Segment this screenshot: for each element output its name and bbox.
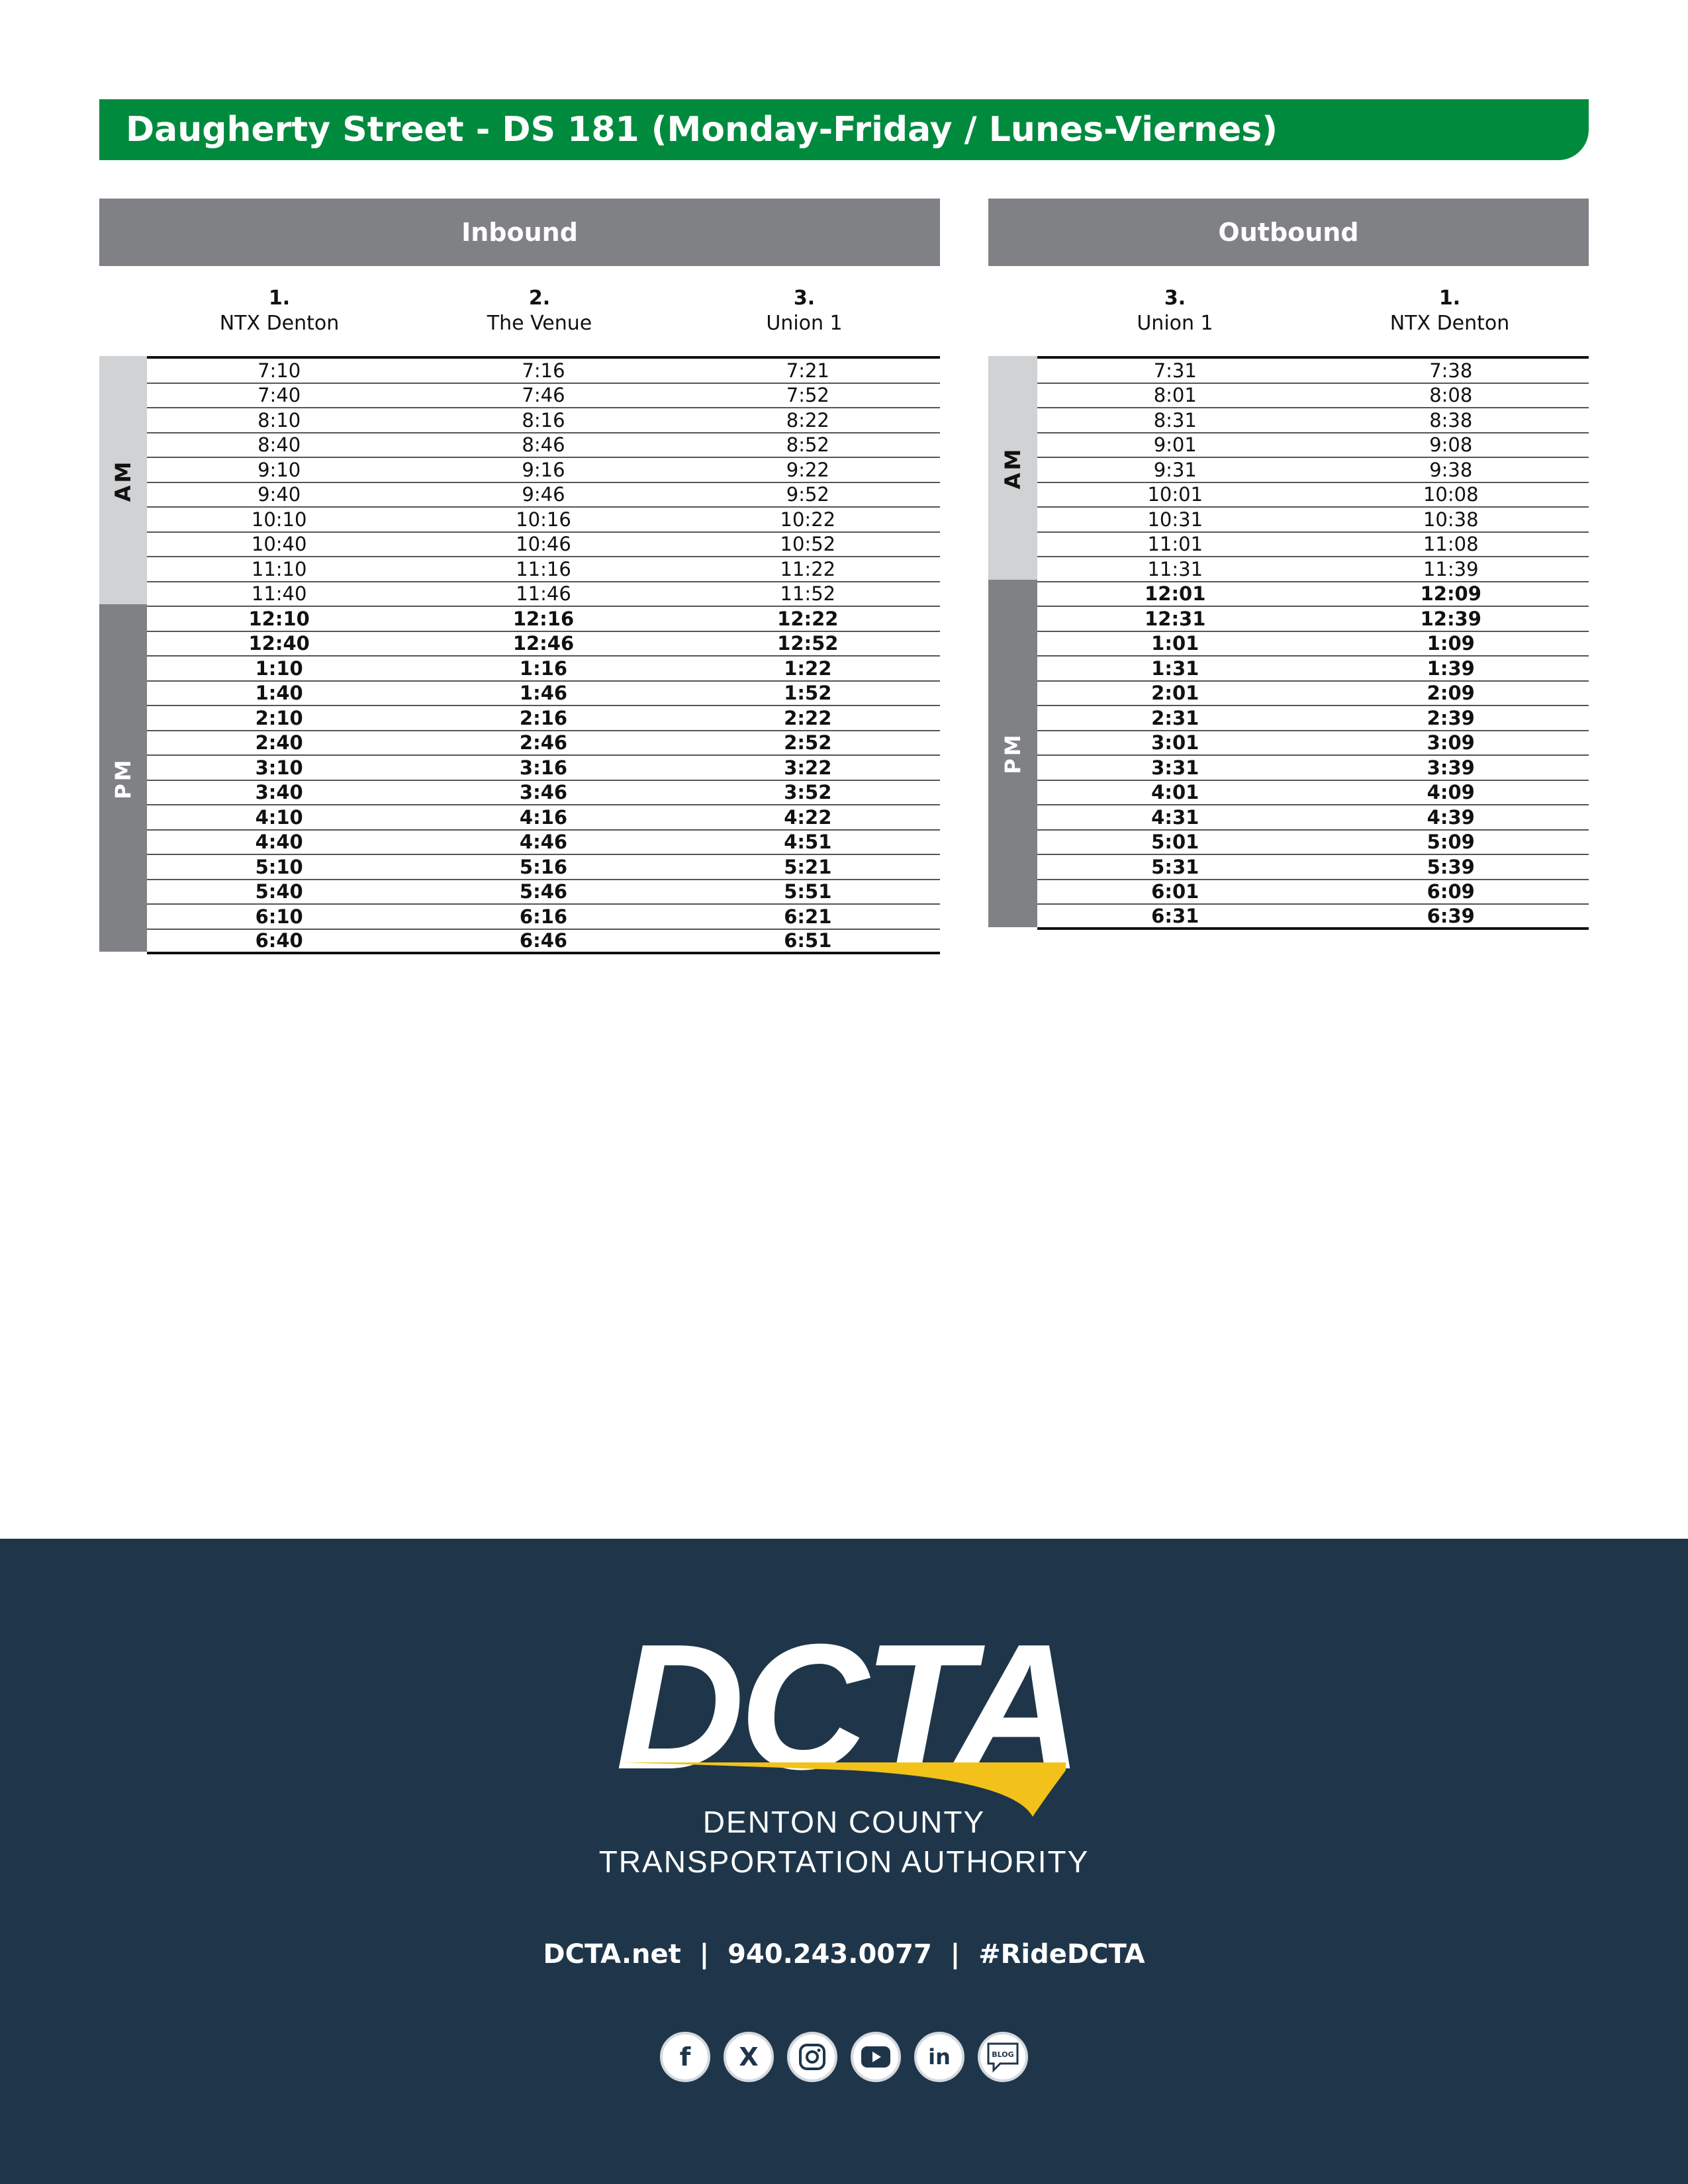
time-cell: 11:10 — [251, 557, 307, 580]
time-cell: 4:39 — [1427, 805, 1475, 829]
time-cell: 6:46 — [519, 929, 568, 952]
time-cell: 6:51 — [784, 929, 832, 952]
inbound-pm-band — [99, 604, 147, 952]
time-cell: 8:16 — [522, 408, 565, 432]
social-icons — [0, 2032, 1688, 2082]
inbound-rows — [147, 356, 940, 954]
time-cell: 5:40 — [255, 880, 303, 903]
time-cell: 1:01 — [1151, 632, 1199, 655]
time-cell: 7:38 — [1429, 359, 1473, 382]
table-row — [1037, 533, 1589, 558]
time-cell: 12:10 — [248, 607, 310, 630]
time-cell: 10:01 — [1147, 483, 1203, 506]
inbound-stop-3: 3. Union 1 — [766, 287, 843, 335]
time-cell: 4:01 — [1151, 781, 1199, 804]
time-cell: 2:39 — [1427, 706, 1475, 729]
table-row — [147, 632, 940, 657]
time-cell: 8:31 — [1153, 408, 1197, 432]
time-cell: 8:40 — [258, 433, 301, 457]
outbound-am-band — [988, 356, 1037, 580]
time-cell: 2:31 — [1151, 706, 1199, 729]
time-cell: 7:16 — [522, 359, 565, 382]
inbound-stop-2: 2. The Venue — [487, 287, 592, 335]
time-cell: 1:10 — [255, 657, 303, 680]
time-cell: 2:22 — [784, 706, 832, 729]
table-row — [147, 831, 940, 856]
table-row — [1037, 359, 1589, 384]
pm-label: PM — [111, 756, 136, 799]
org-name-line-2: TRANSPORTATION AUTHORITY — [598, 1844, 1090, 1879]
time-cell: 11:46 — [516, 582, 571, 606]
table-row — [1037, 607, 1589, 632]
time-cell: 2:40 — [255, 731, 303, 754]
time-cell: 6:21 — [784, 905, 832, 928]
table-row — [147, 483, 940, 508]
time-cell: 7:10 — [258, 359, 301, 382]
time-cell: 12:40 — [248, 632, 310, 655]
time-cell: 9:31 — [1153, 458, 1197, 481]
am-label: AM — [111, 459, 136, 502]
time-cell: 12:39 — [1420, 607, 1481, 630]
time-cell: 4:22 — [784, 805, 832, 829]
table-row — [1037, 508, 1589, 533]
time-cell: 3:46 — [519, 781, 568, 804]
time-cell: 12:52 — [777, 632, 839, 655]
route-title: Daugherty Street - DS 181 (Monday-Friday / Lunes-Viernes) — [126, 110, 1278, 150]
table-row — [1037, 880, 1589, 905]
time-cell: 6:40 — [255, 929, 303, 952]
time-cell: 10:31 — [1147, 508, 1203, 531]
time-cell: 4:51 — [784, 831, 832, 854]
outbound-stop-2: 1. NTX Denton — [1389, 287, 1510, 335]
table-row — [147, 706, 940, 731]
time-cell: 2:01 — [1151, 682, 1199, 705]
table-row — [147, 930, 940, 955]
time-cell: 11:52 — [780, 582, 836, 606]
time-cell: 4:10 — [255, 805, 303, 829]
table-row — [147, 805, 940, 831]
time-cell: 2:52 — [784, 731, 832, 754]
time-cell: 10:40 — [251, 533, 307, 556]
time-cell: 8:46 — [522, 433, 565, 457]
table-row — [1037, 756, 1589, 781]
inbound-header: Inbound — [99, 199, 940, 266]
table-row — [1037, 582, 1589, 608]
time-cell: 11:01 — [1147, 533, 1203, 556]
table-row — [1037, 706, 1589, 731]
outbound-pm-band — [988, 580, 1037, 927]
table-row — [147, 880, 940, 905]
svg-text:BLOG: BLOG — [992, 2050, 1014, 2059]
time-cell: 12:22 — [777, 607, 839, 630]
time-cell: 12:16 — [512, 607, 575, 630]
time-cell: 10:38 — [1423, 508, 1479, 531]
time-cell: 12:46 — [512, 632, 575, 655]
time-cell: 9:01 — [1153, 433, 1197, 457]
time-cell: 3:22 — [784, 756, 832, 779]
table-row — [1037, 557, 1589, 582]
table-row — [1037, 805, 1589, 831]
table-row — [147, 607, 940, 632]
time-cell: 1:46 — [519, 682, 568, 705]
time-cell: 11:16 — [516, 557, 571, 580]
time-cell: 6:10 — [255, 905, 303, 928]
time-cell: 1:39 — [1427, 657, 1475, 680]
time-cell: 11:39 — [1423, 557, 1479, 580]
linkedin-icon[interactable]: in — [914, 2032, 964, 2082]
time-cell: 4:31 — [1151, 805, 1199, 829]
table-row — [147, 905, 940, 930]
time-cell: 6:09 — [1427, 880, 1475, 903]
time-cell: 5:16 — [519, 855, 568, 878]
table-row — [147, 458, 940, 483]
time-cell: 6:16 — [519, 905, 568, 928]
time-cell: 12:09 — [1420, 582, 1481, 606]
table-row — [1037, 682, 1589, 707]
time-cell: 7:46 — [522, 384, 565, 407]
time-cell: 2:09 — [1427, 682, 1475, 705]
org-name-line-1: DENTON COUNTY — [702, 1805, 986, 1839]
time-cell: 10:08 — [1423, 483, 1479, 506]
time-cell: 4:40 — [255, 831, 303, 854]
outbound-header: Outbound — [988, 199, 1589, 266]
time-cell: 8:01 — [1153, 384, 1197, 407]
time-cell: 1:09 — [1427, 632, 1475, 655]
time-cell: 10:46 — [516, 533, 571, 556]
contact-info: DCTA.net | 940.243.0077 | #RideDCTA — [543, 1939, 1145, 1970]
time-cell: 8:22 — [786, 408, 829, 432]
time-cell: 6:01 — [1151, 880, 1199, 903]
table-row — [1037, 483, 1589, 508]
table-row — [1037, 905, 1589, 930]
time-cell: 5:01 — [1151, 831, 1199, 854]
table-row — [1037, 781, 1589, 806]
time-cell: 12:31 — [1145, 607, 1206, 630]
time-cell: 5:31 — [1151, 855, 1199, 878]
time-cell: 9:16 — [522, 458, 565, 481]
table-row — [147, 359, 940, 384]
time-cell: 3:01 — [1151, 731, 1199, 754]
time-cell: 7:52 — [786, 384, 829, 407]
time-cell: 6:31 — [1151, 904, 1199, 927]
time-cell: 5:09 — [1427, 831, 1475, 854]
time-cell: 12:01 — [1145, 582, 1206, 606]
table-row — [1037, 458, 1589, 483]
time-cell: 9:10 — [258, 458, 301, 481]
inbound-am-band — [99, 356, 147, 604]
time-cell: 4:09 — [1427, 781, 1475, 804]
time-cell: 3:09 — [1427, 731, 1475, 754]
time-cell: 7:21 — [786, 359, 829, 382]
time-cell: 1:40 — [255, 682, 303, 705]
time-cell: 9:22 — [786, 458, 829, 481]
time-cell: 10:22 — [780, 508, 836, 531]
table-row — [147, 657, 940, 682]
time-cell: 10:16 — [516, 508, 571, 531]
time-cell: 8:52 — [786, 433, 829, 457]
route-title-bar — [99, 99, 1589, 160]
facebook-icon[interactable]: f — [660, 2032, 710, 2082]
table-row — [1037, 408, 1589, 433]
inbound-stop-1: 1. NTX Denton — [219, 287, 340, 335]
time-cell: 11:22 — [780, 557, 836, 580]
outbound-rows — [1037, 356, 1589, 930]
time-cell: 1:16 — [519, 657, 568, 680]
instagram-icon[interactable] — [787, 2032, 837, 2082]
time-cell: 1:31 — [1151, 657, 1199, 680]
dcta-logo: DCTA — [616, 1612, 1072, 1823]
x-icon[interactable]: X — [724, 2032, 774, 2082]
time-cell: 9:52 — [786, 483, 829, 506]
table-row — [147, 508, 940, 533]
time-cell: 4:16 — [519, 805, 568, 829]
time-cell: 8:08 — [1429, 384, 1473, 407]
outbound-stop-1: 3. Union 1 — [1137, 287, 1213, 335]
time-cell: 3:40 — [255, 781, 303, 804]
time-cell: 5:10 — [255, 855, 303, 878]
time-cell: 5:51 — [784, 880, 832, 903]
time-cell: 2:10 — [255, 706, 303, 729]
time-cell: 5:46 — [519, 880, 568, 903]
table-row — [147, 557, 940, 582]
table-row — [147, 408, 940, 433]
time-cell: 8:38 — [1429, 408, 1473, 432]
time-cell: 9:08 — [1429, 433, 1473, 457]
time-cell: 3:39 — [1427, 756, 1475, 779]
time-cell: 1:52 — [784, 682, 832, 705]
table-row — [147, 756, 940, 781]
time-cell: 3:52 — [784, 781, 832, 804]
time-cell: 8:10 — [258, 408, 301, 432]
youtube-icon[interactable] — [851, 2032, 901, 2082]
table-row — [147, 682, 940, 707]
time-cell: 10:10 — [251, 508, 307, 531]
time-cell: 11:08 — [1423, 533, 1479, 556]
table-row — [1037, 433, 1589, 459]
table-row — [1037, 657, 1589, 682]
table-row — [147, 582, 940, 608]
time-cell: 9:46 — [522, 483, 565, 506]
am-label: AM — [1000, 446, 1025, 490]
time-cell: 1:22 — [784, 657, 832, 680]
table-row — [1037, 831, 1589, 856]
time-cell: 2:16 — [519, 706, 568, 729]
time-cell: 7:31 — [1153, 359, 1197, 382]
table-row — [147, 731, 940, 756]
table-row — [147, 533, 940, 558]
table-row — [147, 384, 940, 409]
time-cell: 3:31 — [1151, 756, 1199, 779]
time-cell: 4:46 — [519, 831, 568, 854]
time-cell: 5:21 — [784, 855, 832, 878]
table-row — [147, 433, 940, 459]
time-cell: 3:16 — [519, 756, 568, 779]
blog-icon[interactable] — [978, 2032, 1028, 2082]
time-cell: 9:40 — [258, 483, 301, 506]
time-cell: 11:31 — [1147, 557, 1203, 580]
time-cell: 5:39 — [1427, 855, 1475, 878]
table-row — [1037, 384, 1589, 409]
table-row — [147, 855, 940, 880]
time-cell: 2:46 — [519, 731, 568, 754]
time-cell: 10:52 — [780, 533, 836, 556]
table-row — [1037, 855, 1589, 880]
pm-label: PM — [1000, 732, 1025, 774]
table-row — [1037, 632, 1589, 657]
table-row — [147, 781, 940, 806]
table-row — [1037, 731, 1589, 756]
time-cell: 11:40 — [251, 582, 307, 606]
time-cell: 9:38 — [1429, 458, 1473, 481]
time-cell: 7:40 — [258, 384, 301, 407]
time-cell: 3:10 — [255, 756, 303, 779]
time-cell: 6:39 — [1427, 904, 1475, 927]
